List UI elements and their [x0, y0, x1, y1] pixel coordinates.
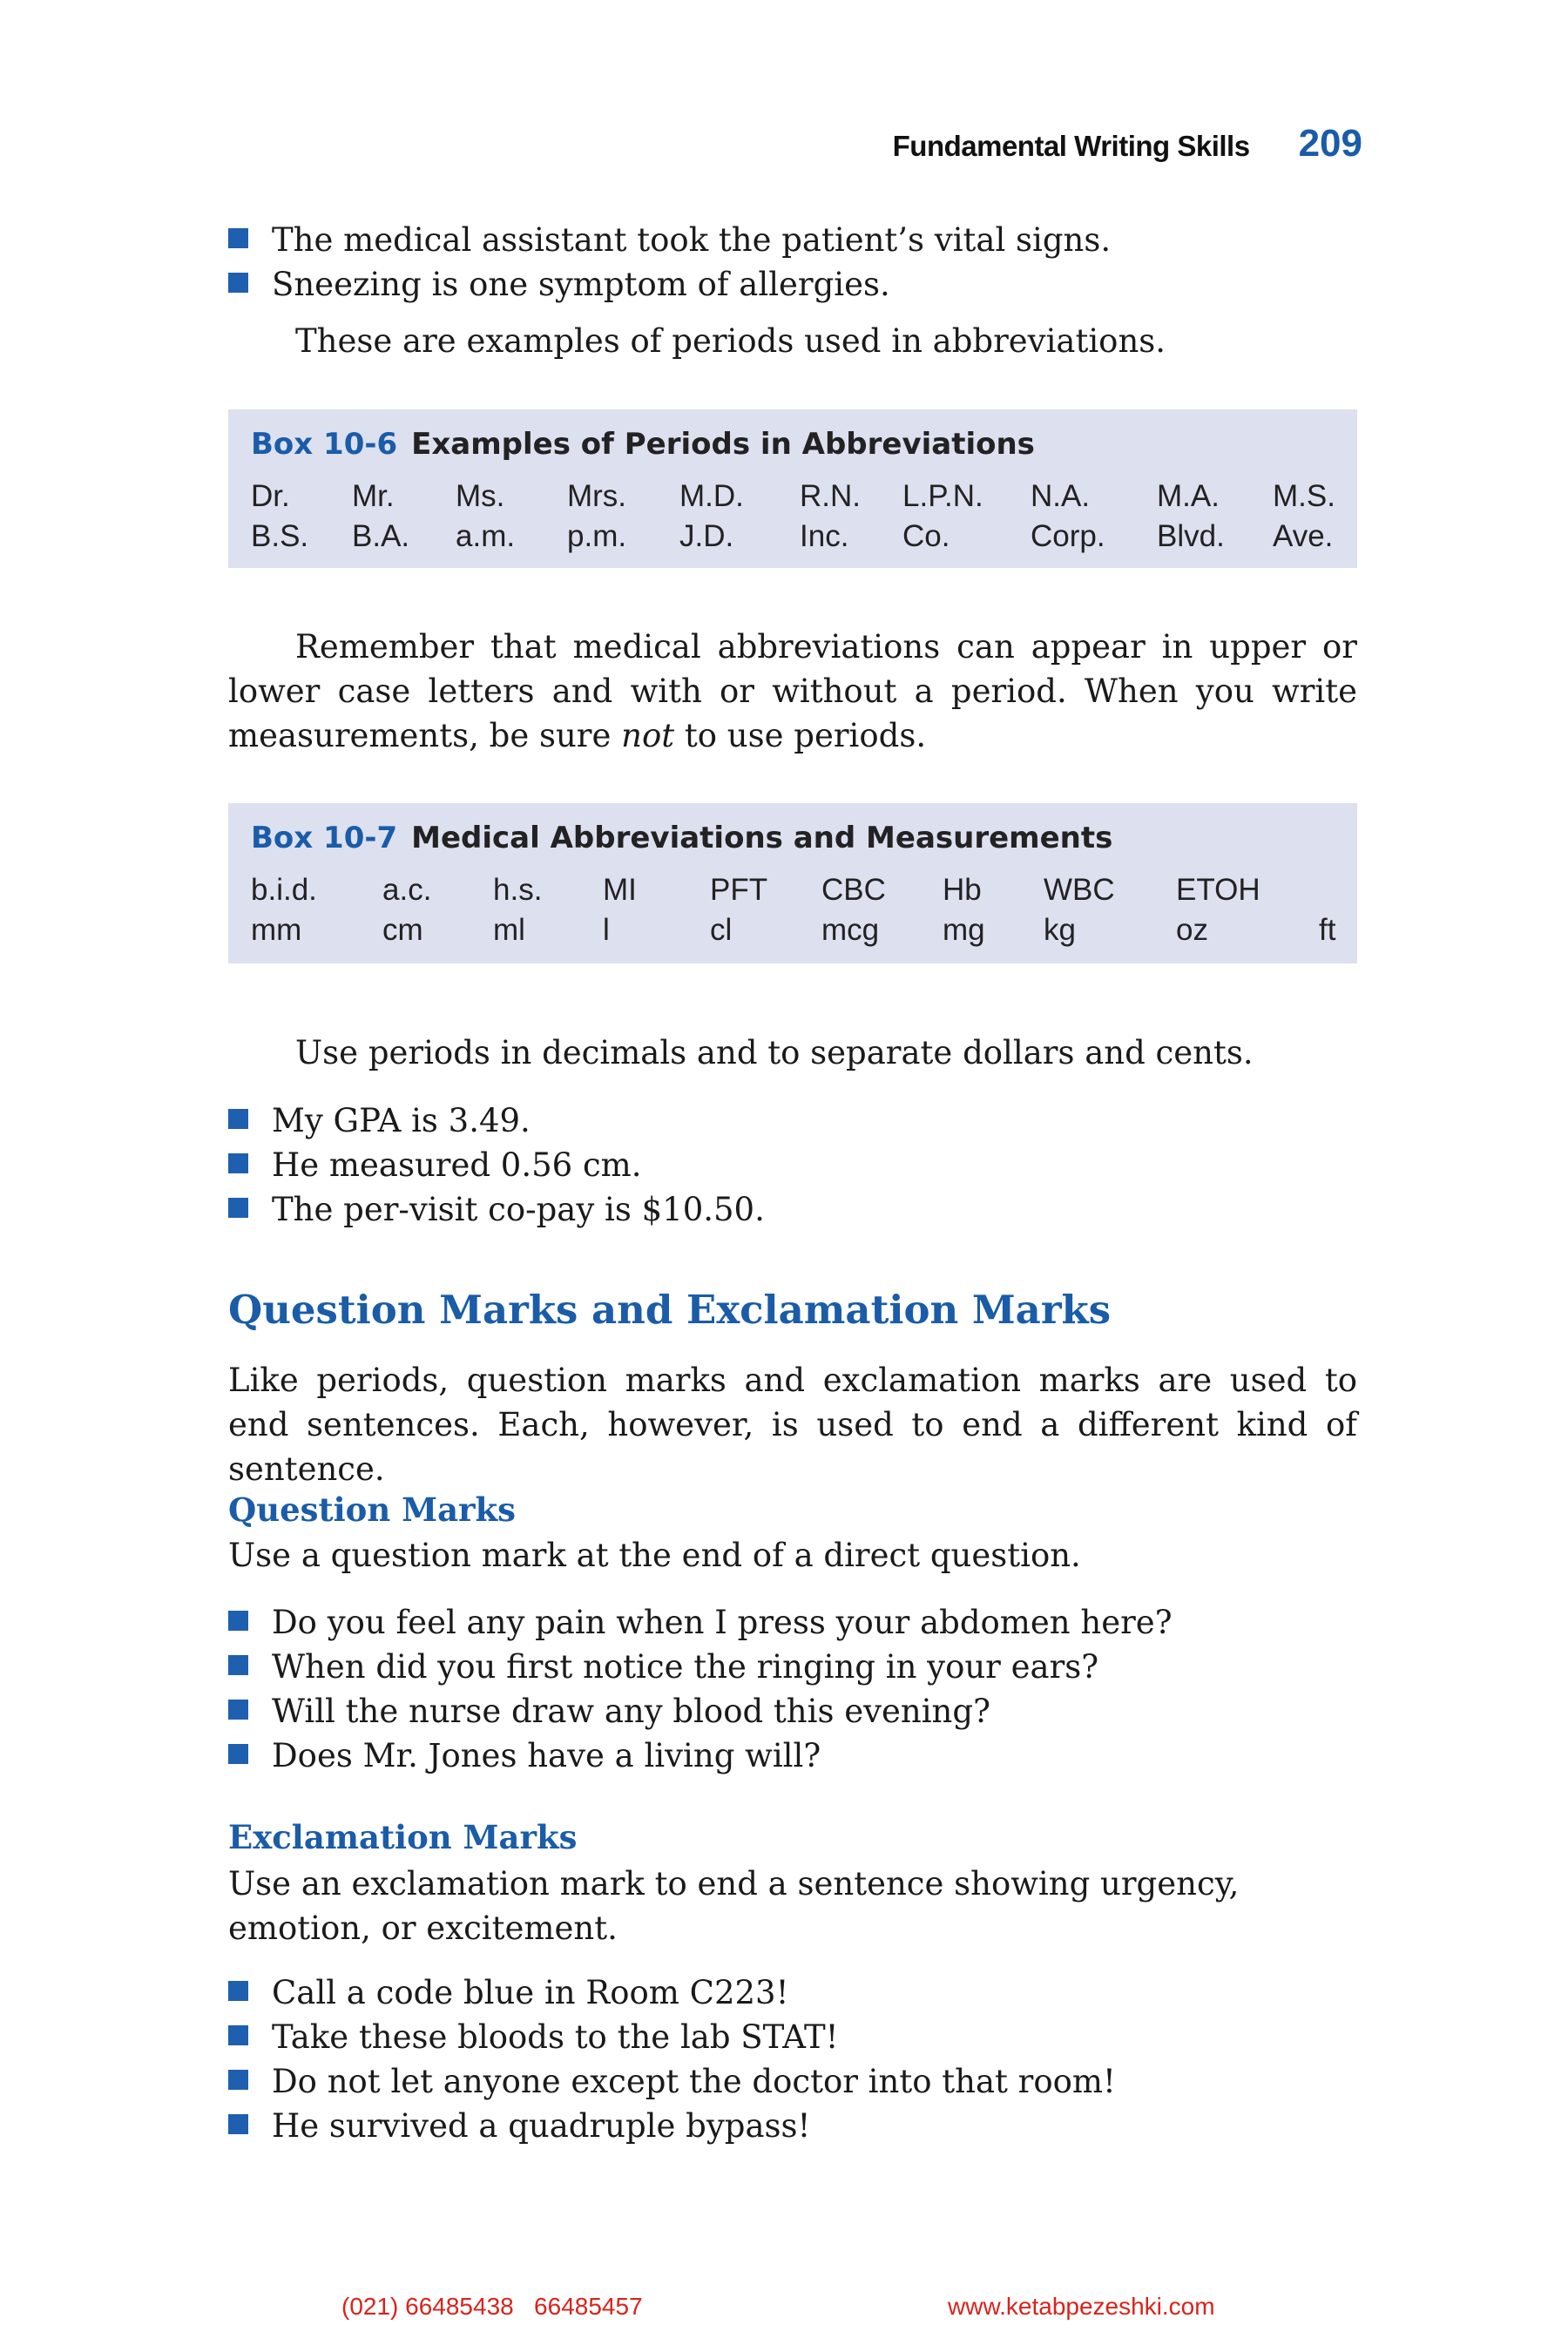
list-item: Will the nurse draw any blood this evening? — [228, 1689, 1357, 1734]
abbreviation: ml — [493, 913, 525, 947]
abbreviation: cl — [710, 913, 733, 947]
box-number: Box 10-6 — [251, 427, 398, 462]
abbreviation: p.m. — [567, 519, 627, 553]
abbreviation: l — [603, 913, 610, 947]
square-bullet-icon — [228, 2114, 248, 2134]
abbreviation: a.m. — [456, 519, 516, 553]
abbreviation: h.s. — [493, 873, 543, 907]
abbreviation: oz — [1176, 913, 1208, 947]
abbreviation: b.i.d. — [251, 873, 317, 907]
abbreviation: a.c. — [382, 873, 432, 907]
abbreviation: M.A. — [1157, 479, 1220, 513]
list-item: Sneezing is one symptom of allergies. — [228, 262, 1357, 307]
square-bullet-icon — [228, 1655, 248, 1675]
abbreviation: Ave. — [1273, 519, 1334, 553]
question-bullet-list — [228, 1600, 1357, 1778]
box-heading: Medical Abbreviations and Measurements — [411, 821, 1113, 855]
exclamation-bullet-list — [228, 1970, 1357, 2148]
abbreviation: ETOH — [1176, 873, 1260, 907]
list-item: Do you feel any pain when I press your abdomen here? — [228, 1600, 1357, 1645]
abbreviation: Co. — [902, 519, 950, 553]
abbreviation: J.D. — [679, 519, 734, 553]
list-item: The medical assistant took the patient’s vital signs. — [228, 218, 1357, 262]
question-marks-intro: Use a question mark at the end of a direct question. — [228, 1537, 1081, 1574]
running-title: Fundamental Writing Skills — [892, 130, 1250, 162]
list-item: He measured 0.56 cm. — [228, 1143, 1357, 1187]
abbreviation: Ms. — [456, 479, 505, 513]
list-item: My GPA is 3.49. — [228, 1098, 1357, 1143]
abbreviation: ft — [1319, 913, 1336, 947]
abbreviation: Hb — [943, 873, 982, 907]
exclamation-marks-intro: Use an exclamation mark to end a sentence showing urgency, emotion, or excitement. — [228, 1865, 1240, 1947]
list-item: Do not let anyone except the doctor into that room! — [228, 2059, 1357, 2104]
square-bullet-icon — [228, 1611, 248, 1631]
abbreviation: mm — [251, 913, 302, 947]
list-item: Does Mr. Jones have a living will? — [228, 1734, 1357, 1778]
section-intro: Like periods, question marks and exclamation marks are used to end sentences. Each, however, is used to end a different kind of sentence. — [228, 1362, 1357, 1488]
box-title — [251, 821, 1112, 855]
emphasis-not: not — [621, 717, 675, 754]
square-bullet-icon — [228, 1109, 248, 1129]
decimals-intro: Use periods in decimals and to separate dollars and cents. — [295, 1034, 1254, 1071]
abbreviation: R.N. — [800, 479, 861, 513]
abbreviation-intro: These are examples of periods used in abbreviations. — [295, 322, 1166, 360]
square-bullet-icon — [228, 1153, 248, 1173]
question-marks-heading: Question Marks — [228, 1490, 517, 1529]
abbreviation: kg — [1044, 913, 1076, 947]
abbreviation: PFT — [710, 873, 768, 907]
abbreviation: Mr. — [352, 479, 395, 513]
abbreviation: Corp. — [1031, 519, 1105, 553]
abbreviation: Dr. — [251, 479, 290, 513]
list-item: Take these bloods to the lab STAT! — [228, 2015, 1357, 2059]
box-number: Box 10-7 — [251, 821, 398, 855]
box-heading: Examples of Periods in Abbreviations — [411, 427, 1035, 462]
exclamation-marks-heading: Exclamation Marks — [228, 1818, 578, 1856]
abbreviation: cm — [382, 913, 423, 947]
list-item: Call a code blue in Room C223! — [228, 1970, 1357, 2015]
square-bullet-icon — [228, 1700, 248, 1720]
footer-website[interactable]: www.ketabpezeshki.com — [948, 2293, 1215, 2320]
abbreviation: WBC — [1044, 873, 1115, 907]
abbreviation: N.A. — [1031, 479, 1091, 513]
list-item: He survived a quadruple bypass! — [228, 2104, 1357, 2148]
medical-abbreviations-paragraph: Remember that medical abbreviations can appear in upper or lower case letters and with or without a period. When you write measurements, be sure not to use periods. — [228, 628, 1357, 754]
list-item: When did you first notice the ringing in your ears? — [228, 1645, 1357, 1689]
abbreviation: Mrs. — [567, 479, 627, 513]
square-bullet-icon — [228, 228, 248, 248]
abbreviation: mg — [943, 913, 985, 947]
abbreviation: M.S. — [1273, 479, 1335, 513]
footer-phone: (021) 66485438 66485457 — [341, 2293, 643, 2320]
square-bullet-icon — [228, 1981, 248, 2001]
section-heading: Question Marks and Exclamation Marks — [228, 1287, 1112, 1333]
abbreviation: Inc. — [800, 519, 849, 553]
abbreviation: CBC — [821, 873, 886, 907]
list-item: The per-visit co-pay is $10.50. — [228, 1187, 1357, 1232]
box-10-7 — [228, 803, 1357, 963]
square-bullet-icon — [228, 2025, 248, 2045]
page-number: 209 — [1298, 122, 1362, 165]
abbreviation: B.A. — [352, 519, 410, 553]
square-bullet-icon — [228, 1198, 248, 1218]
square-bullet-icon — [228, 2070, 248, 2090]
abbreviation: B.S. — [251, 519, 309, 553]
box-title — [251, 427, 1035, 462]
top-bullet-list — [228, 218, 1357, 307]
abbreviation: Blvd. — [1157, 519, 1225, 553]
abbreviation: M.D. — [679, 479, 744, 513]
abbreviation: L.P.N. — [902, 479, 983, 513]
square-bullet-icon — [228, 273, 248, 293]
abbreviation: mcg — [821, 913, 880, 947]
running-header — [893, 122, 1362, 166]
abbreviation: MI — [603, 873, 637, 907]
box-10-6 — [228, 409, 1357, 568]
square-bullet-icon — [228, 1744, 248, 1764]
decimal-bullet-list — [228, 1098, 1357, 1232]
